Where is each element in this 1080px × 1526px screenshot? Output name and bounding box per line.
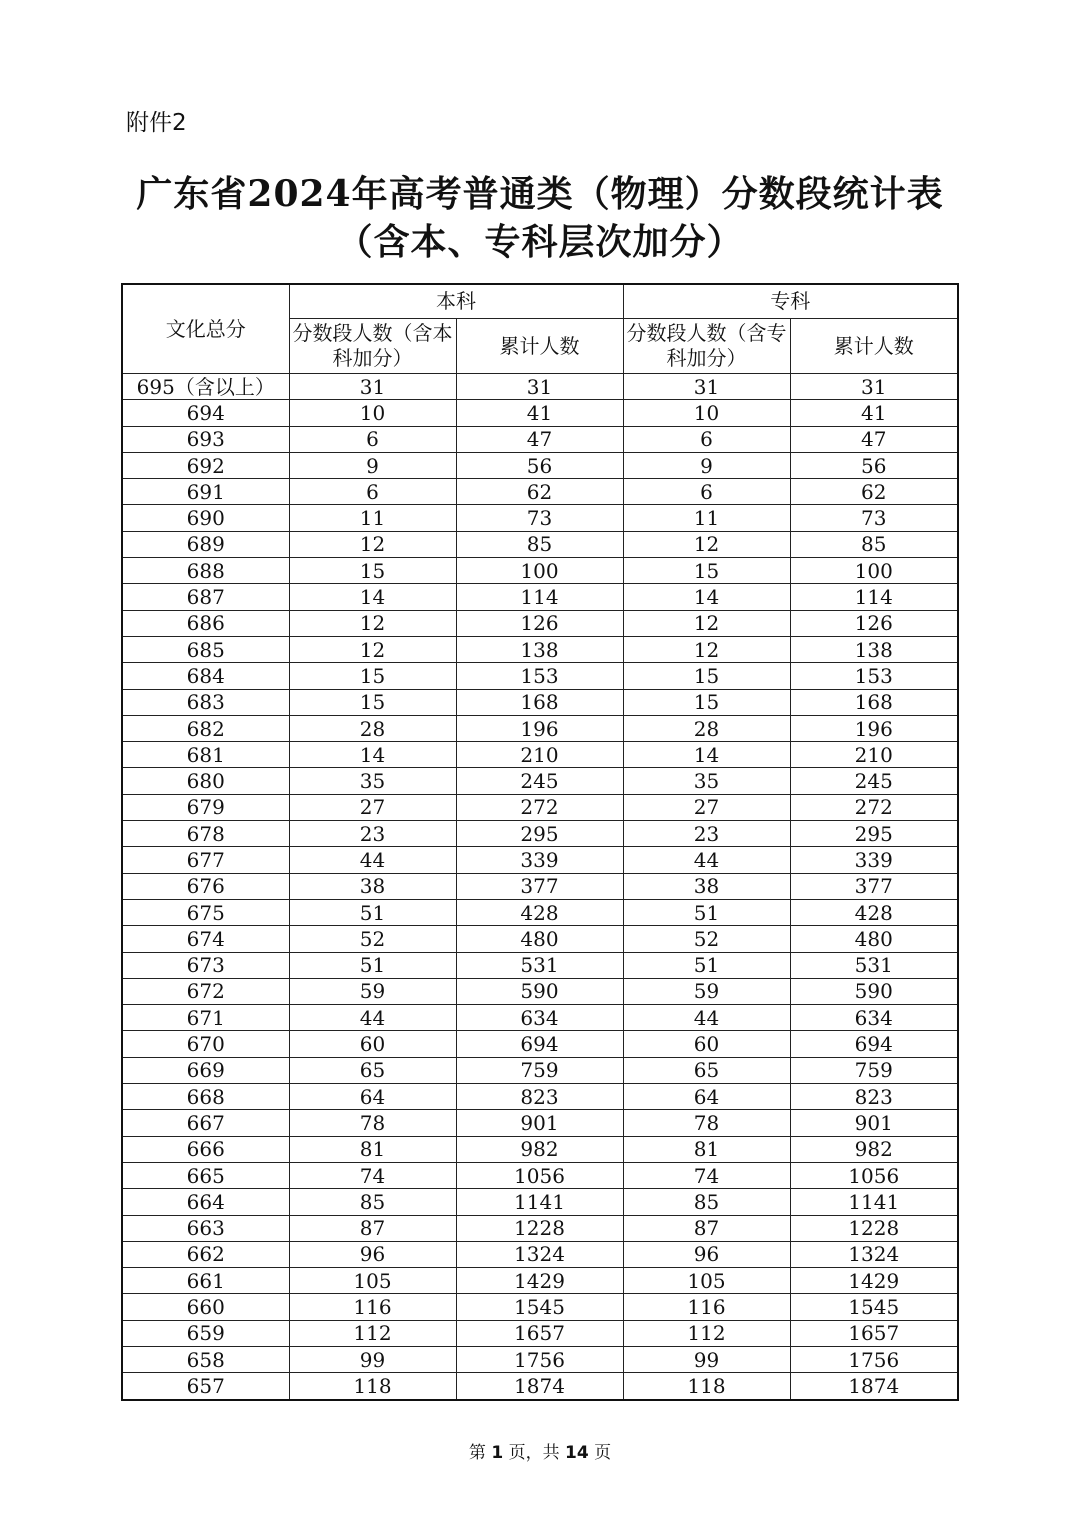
junior-cumulative-cell: 85 [790, 531, 958, 557]
junior-cumulative-cell: 1545 [790, 1294, 958, 1320]
score-cell: 676 [122, 873, 289, 899]
undergrad-count-cell: 14 [289, 584, 456, 610]
table-row [122, 374, 958, 400]
undergrad-count-cell: 52 [289, 926, 456, 952]
junior-cumulative-cell: 823 [790, 1084, 958, 1110]
score-cell: 687 [122, 584, 289, 610]
junior-cumulative-cell: 41 [790, 400, 958, 426]
footer-total-pages: 14 [564, 1443, 589, 1463]
junior-cumulative-cell: 428 [790, 899, 958, 925]
score-cell: 690 [122, 505, 289, 531]
footer-suffix: 页 [594, 1443, 612, 1463]
junior-count-cell: 27 [623, 794, 790, 820]
undergrad-cumulative-cell: 1141 [456, 1189, 623, 1215]
junior-count-cell: 12 [623, 636, 790, 662]
junior-count-cell: 81 [623, 1136, 790, 1162]
undergrad-count-cell: 12 [289, 610, 456, 636]
junior-count-cell: 31 [623, 374, 790, 400]
table-row [122, 1346, 958, 1372]
junior-cumulative-cell: 901 [790, 1110, 958, 1136]
junior-count-cell: 12 [623, 531, 790, 557]
table-row [122, 794, 958, 820]
junior-count-cell: 6 [623, 479, 790, 505]
attachment-label: 附件2 [126, 110, 187, 136]
junior-cumulative-cell: 245 [790, 768, 958, 794]
table-row [122, 584, 958, 610]
junior-cumulative-cell: 272 [790, 794, 958, 820]
undergrad-cumulative-cell: 47 [456, 426, 623, 452]
undergrad-cumulative-cell: 1429 [456, 1268, 623, 1294]
junior-cumulative-cell: 982 [790, 1136, 958, 1162]
page-subtitle: （含本、专科层次加分） [336, 221, 744, 263]
junior-count-cell: 60 [623, 1031, 790, 1057]
undergrad-cumulative-cell: 901 [456, 1110, 623, 1136]
undergrad-count-cell: 10 [289, 400, 456, 426]
undergrad-count-cell: 35 [289, 768, 456, 794]
score-cell: 681 [122, 742, 289, 768]
undergrad-cumulative-cell: 272 [456, 794, 623, 820]
score-cell: 675 [122, 899, 289, 925]
header-undergrad-count: 分数段人数（含本科加分） [289, 319, 456, 374]
junior-cumulative-cell: 196 [790, 715, 958, 741]
junior-count-cell: 44 [623, 847, 790, 873]
undergrad-cumulative-cell: 196 [456, 715, 623, 741]
undergrad-count-cell: 15 [289, 663, 456, 689]
undergrad-count-cell: 116 [289, 1294, 456, 1320]
header-junior-cumulative: 累计人数 [790, 319, 958, 374]
header-junior-count: 分数段人数（含专科加分） [623, 319, 790, 374]
junior-count-cell: 96 [623, 1241, 790, 1267]
undergrad-cumulative-cell: 1874 [456, 1373, 623, 1400]
header-undergrad-cumulative: 累计人数 [456, 319, 623, 374]
table-row [122, 742, 958, 768]
page-title: 广东省2024年高考普通类（物理）分数段统计表 [136, 173, 944, 215]
junior-cumulative-cell: 100 [790, 558, 958, 584]
undergrad-cumulative-cell: 168 [456, 689, 623, 715]
junior-count-cell: 99 [623, 1346, 790, 1372]
table-row [122, 1110, 958, 1136]
undergrad-count-cell: 78 [289, 1110, 456, 1136]
undergrad-count-cell: 105 [289, 1268, 456, 1294]
undergrad-count-cell: 12 [289, 636, 456, 662]
junior-cumulative-cell: 73 [790, 505, 958, 531]
junior-cumulative-cell: 480 [790, 926, 958, 952]
undergrad-cumulative-cell: 210 [456, 742, 623, 768]
junior-count-cell: 105 [623, 1268, 790, 1294]
score-cell: 693 [122, 426, 289, 452]
undergrad-cumulative-cell: 590 [456, 978, 623, 1004]
undergrad-cumulative-cell: 339 [456, 847, 623, 873]
junior-count-cell: 11 [623, 505, 790, 531]
score-cell: 671 [122, 1005, 289, 1031]
junior-cumulative-cell: 634 [790, 1005, 958, 1031]
table-row [122, 663, 958, 689]
junior-count-cell: 44 [623, 1005, 790, 1031]
undergrad-cumulative-cell: 759 [456, 1057, 623, 1083]
table-row [122, 558, 958, 584]
undergrad-count-cell: 23 [289, 821, 456, 847]
undergrad-cumulative-cell: 1324 [456, 1241, 623, 1267]
undergrad-count-cell: 65 [289, 1057, 456, 1083]
table-row [122, 1373, 958, 1400]
table-row [122, 1294, 958, 1320]
score-cell: 657 [122, 1373, 289, 1400]
junior-count-cell: 74 [623, 1162, 790, 1188]
table-row [122, 1057, 958, 1083]
score-cell: 669 [122, 1057, 289, 1083]
table-row [122, 715, 958, 741]
undergrad-count-cell: 6 [289, 479, 456, 505]
undergrad-cumulative-cell: 85 [456, 531, 623, 557]
junior-count-cell: 9 [623, 452, 790, 478]
table-row [122, 1031, 958, 1057]
score-cell: 684 [122, 663, 289, 689]
junior-cumulative-cell: 126 [790, 610, 958, 636]
score-cell: 683 [122, 689, 289, 715]
undergrad-cumulative-cell: 1056 [456, 1162, 623, 1188]
undergrad-count-cell: 11 [289, 505, 456, 531]
undergrad-count-cell: 112 [289, 1320, 456, 1346]
junior-count-cell: 78 [623, 1110, 790, 1136]
score-cell: 686 [122, 610, 289, 636]
undergrad-cumulative-cell: 377 [456, 873, 623, 899]
junior-count-cell: 51 [623, 899, 790, 925]
table-row [122, 610, 958, 636]
junior-cumulative-cell: 47 [790, 426, 958, 452]
table-row [122, 821, 958, 847]
undergrad-cumulative-cell: 694 [456, 1031, 623, 1057]
undergrad-cumulative-cell: 114 [456, 584, 623, 610]
junior-cumulative-cell: 694 [790, 1031, 958, 1057]
score-cell: 659 [122, 1320, 289, 1346]
undergrad-cumulative-cell: 982 [456, 1136, 623, 1162]
undergrad-cumulative-cell: 1657 [456, 1320, 623, 1346]
undergrad-count-cell: 31 [289, 374, 456, 400]
junior-count-cell: 14 [623, 742, 790, 768]
junior-count-cell: 15 [623, 663, 790, 689]
undergrad-count-cell: 14 [289, 742, 456, 768]
junior-count-cell: 112 [623, 1320, 790, 1346]
table-row [122, 926, 958, 952]
junior-cumulative-cell: 1056 [790, 1162, 958, 1188]
score-cell: 695（含以上） [122, 374, 289, 400]
score-cell: 691 [122, 479, 289, 505]
undergrad-cumulative-cell: 31 [456, 374, 623, 400]
score-cell: 660 [122, 1294, 289, 1320]
undergrad-count-cell: 51 [289, 899, 456, 925]
undergrad-count-cell: 85 [289, 1189, 456, 1215]
undergrad-cumulative-cell: 56 [456, 452, 623, 478]
table-row [122, 689, 958, 715]
score-cell: 673 [122, 952, 289, 978]
table-row [122, 531, 958, 557]
table-row [122, 978, 958, 1004]
undergrad-cumulative-cell: 428 [456, 899, 623, 925]
score-cell: 685 [122, 636, 289, 662]
undergrad-cumulative-cell: 100 [456, 558, 623, 584]
junior-cumulative-cell: 210 [790, 742, 958, 768]
undergrad-count-cell: 118 [289, 1373, 456, 1400]
score-cell: 668 [122, 1084, 289, 1110]
junior-count-cell: 10 [623, 400, 790, 426]
table-row [122, 1268, 958, 1294]
undergrad-cumulative-cell: 138 [456, 636, 623, 662]
footer-prefix: 第 [468, 1443, 486, 1463]
junior-cumulative-cell: 1324 [790, 1241, 958, 1267]
undergrad-count-cell: 44 [289, 847, 456, 873]
undergrad-count-cell: 12 [289, 531, 456, 557]
score-cell: 666 [122, 1136, 289, 1162]
undergrad-count-cell: 99 [289, 1346, 456, 1372]
score-cell: 664 [122, 1189, 289, 1215]
junior-count-cell: 15 [623, 558, 790, 584]
score-cell: 672 [122, 978, 289, 1004]
table-row [122, 873, 958, 899]
junior-cumulative-cell: 339 [790, 847, 958, 873]
junior-cumulative-cell: 62 [790, 479, 958, 505]
table-row [122, 952, 958, 978]
undergrad-cumulative-cell: 480 [456, 926, 623, 952]
score-cell: 678 [122, 821, 289, 847]
table-row [122, 505, 958, 531]
junior-cumulative-cell: 56 [790, 452, 958, 478]
junior-cumulative-cell: 1874 [790, 1373, 958, 1400]
undergrad-cumulative-cell: 245 [456, 768, 623, 794]
junior-count-cell: 85 [623, 1189, 790, 1215]
score-cell: 677 [122, 847, 289, 873]
score-distribution-table [121, 283, 959, 1401]
score-cell: 670 [122, 1031, 289, 1057]
score-cell: 661 [122, 1268, 289, 1294]
undergrad-cumulative-cell: 295 [456, 821, 623, 847]
junior-count-cell: 87 [623, 1215, 790, 1241]
junior-cumulative-cell: 1756 [790, 1346, 958, 1372]
undergrad-cumulative-cell: 1756 [456, 1346, 623, 1372]
score-cell: 682 [122, 715, 289, 741]
table-row [122, 1320, 958, 1346]
junior-cumulative-cell: 153 [790, 663, 958, 689]
junior-cumulative-cell: 590 [790, 978, 958, 1004]
score-cell: 689 [122, 531, 289, 557]
junior-count-cell: 51 [623, 952, 790, 978]
junior-count-cell: 52 [623, 926, 790, 952]
score-cell: 688 [122, 558, 289, 584]
undergrad-count-cell: 15 [289, 558, 456, 584]
junior-count-cell: 28 [623, 715, 790, 741]
table-row [122, 1215, 958, 1241]
undergrad-cumulative-cell: 1228 [456, 1215, 623, 1241]
junior-cumulative-cell: 31 [790, 374, 958, 400]
undergrad-cumulative-cell: 73 [456, 505, 623, 531]
table-row [122, 1241, 958, 1267]
score-cell: 665 [122, 1162, 289, 1188]
undergrad-count-cell: 51 [289, 952, 456, 978]
junior-cumulative-cell: 295 [790, 821, 958, 847]
table-row [122, 636, 958, 662]
undergrad-cumulative-cell: 153 [456, 663, 623, 689]
junior-cumulative-cell: 1429 [790, 1268, 958, 1294]
junior-count-cell: 118 [623, 1373, 790, 1400]
junior-count-cell: 15 [623, 689, 790, 715]
undergrad-count-cell: 81 [289, 1136, 456, 1162]
table-row [122, 847, 958, 873]
junior-cumulative-cell: 531 [790, 952, 958, 978]
score-cell: 667 [122, 1110, 289, 1136]
undergrad-count-cell: 74 [289, 1162, 456, 1188]
table-row [122, 899, 958, 925]
table-row [122, 1189, 958, 1215]
junior-count-cell: 38 [623, 873, 790, 899]
undergrad-cumulative-cell: 823 [456, 1084, 623, 1110]
junior-cumulative-cell: 168 [790, 689, 958, 715]
undergrad-cumulative-cell: 531 [456, 952, 623, 978]
score-cell: 679 [122, 794, 289, 820]
junior-count-cell: 116 [623, 1294, 790, 1320]
undergrad-count-cell: 59 [289, 978, 456, 1004]
undergrad-count-cell: 44 [289, 1005, 456, 1031]
junior-cumulative-cell: 114 [790, 584, 958, 610]
undergrad-count-cell: 38 [289, 873, 456, 899]
junior-count-cell: 14 [623, 584, 790, 610]
undergrad-count-cell: 9 [289, 452, 456, 478]
table-row [122, 768, 958, 794]
junior-count-cell: 12 [623, 610, 790, 636]
junior-count-cell: 23 [623, 821, 790, 847]
table-row [122, 1136, 958, 1162]
undergrad-count-cell: 64 [289, 1084, 456, 1110]
junior-count-cell: 64 [623, 1084, 790, 1110]
undergrad-cumulative-cell: 41 [456, 400, 623, 426]
score-cell: 658 [122, 1346, 289, 1372]
undergrad-count-cell: 6 [289, 426, 456, 452]
table-row [122, 1084, 958, 1110]
header-group-junior: 专科 [623, 284, 958, 319]
score-cell: 662 [122, 1241, 289, 1267]
undergrad-cumulative-cell: 1545 [456, 1294, 623, 1320]
table-row [122, 400, 958, 426]
undergrad-count-cell: 27 [289, 794, 456, 820]
junior-cumulative-cell: 377 [790, 873, 958, 899]
table-row [122, 479, 958, 505]
header-score: 文化总分 [122, 284, 289, 374]
undergrad-cumulative-cell: 62 [456, 479, 623, 505]
junior-count-cell: 6 [623, 426, 790, 452]
junior-count-cell: 35 [623, 768, 790, 794]
score-cell: 694 [122, 400, 289, 426]
footer-middle: 页，共 [508, 1443, 560, 1463]
table-row [122, 1005, 958, 1031]
junior-cumulative-cell: 1228 [790, 1215, 958, 1241]
table-row [122, 1162, 958, 1188]
undergrad-count-cell: 87 [289, 1215, 456, 1241]
table-row [122, 452, 958, 478]
footer-page-number: 1 [491, 1443, 504, 1463]
score-cell: 663 [122, 1215, 289, 1241]
junior-cumulative-cell: 1657 [790, 1320, 958, 1346]
undergrad-cumulative-cell: 126 [456, 610, 623, 636]
undergrad-count-cell: 60 [289, 1031, 456, 1057]
junior-count-cell: 65 [623, 1057, 790, 1083]
junior-cumulative-cell: 1141 [790, 1189, 958, 1215]
undergrad-count-cell: 28 [289, 715, 456, 741]
table-row [122, 426, 958, 452]
undergrad-cumulative-cell: 634 [456, 1005, 623, 1031]
junior-cumulative-cell: 138 [790, 636, 958, 662]
undergrad-count-cell: 96 [289, 1241, 456, 1267]
table-body [122, 374, 958, 1400]
header-group-undergrad: 本科 [289, 284, 623, 319]
page-footer [0, 1438, 1080, 1463]
junior-cumulative-cell: 759 [790, 1057, 958, 1083]
score-cell: 674 [122, 926, 289, 952]
score-cell: 692 [122, 452, 289, 478]
undergrad-count-cell: 15 [289, 689, 456, 715]
junior-count-cell: 59 [623, 978, 790, 1004]
score-cell: 680 [122, 768, 289, 794]
